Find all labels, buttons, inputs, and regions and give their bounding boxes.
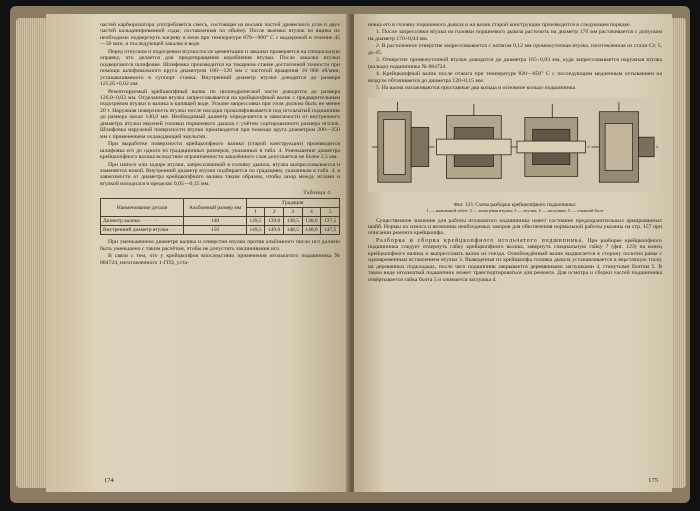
page-edges-left	[16, 18, 46, 488]
paragraph: 3. Отверстие промежуточной втулки доводится до диаметра 165−0,03 мм, куда запрессовывается наружная втулка (кольцо) подшипника № 884724.	[368, 57, 662, 70]
paragraph: 2. В расточенное отверстие запрессовывается с натягом 0,12 мм промежуточная втулка, изготовленная из стали Ст. 5, до 45.	[368, 43, 662, 56]
table-cell: Диаметр валика · · · · · ·	[101, 217, 184, 226]
paragraph: 1. После запрессовки втулки из головки поршневого дышла расточить на диаметр 170 мм растачивается с допуском на диаметр 170+0,04 мм.	[368, 29, 662, 42]
grade-table	[100, 198, 340, 235]
table-cell: 139,5	[246, 217, 265, 226]
table-cell: Внутренний диаметр втулки · ·	[101, 226, 184, 235]
table-cell: 138,0	[302, 217, 321, 226]
bearing-disassembly-figure	[368, 97, 662, 193]
right-page	[354, 14, 672, 492]
paragraph: При выработке поверхности крейцкопфного валика (старой конструкции) производится шлифовка его до одного из градационных размеров, указанных в табл. 4. Уменьшение диаметра крейцкопфного валика вследствие ограниченности закалённого слоя допускается не более 2,5 мм.	[100, 141, 340, 161]
table-cell: 147,5	[321, 226, 340, 235]
grade-number: 4	[302, 208, 321, 217]
open-book	[10, 6, 690, 503]
paragraph: частей карбюризатора употребляется смесь, состоящая из восьми частей древесного угля и двух частей кальцинированной соды; составленная по объёму. После выемки втулок из ящика их необходимо подвергнуть нагреву в печи при температуре 870—900° С с выдержкой в течение 45—50 мин, и последующей закалке в воде.	[100, 22, 340, 48]
table-cell: 149,5	[246, 226, 265, 235]
page-edges-right	[672, 18, 686, 488]
table-row	[101, 226, 340, 235]
table-header: Альбомный размер мм	[184, 199, 246, 217]
section-heading: Разборка и сборка крейцкопфного игольчатого подшипника.	[376, 237, 585, 244]
left-page	[46, 14, 350, 492]
table-header: Градация	[246, 199, 339, 208]
table-row	[101, 217, 340, 226]
table-cell: 150	[184, 226, 246, 235]
grade-number: 2	[265, 208, 284, 217]
paragraph: Существенное значение для работы игольчатого подшипника имеет состояние предохранительных армированных шайб. Нормы их износа и величины необходимых зазоров для обеспечения нормальной работы указаны на стр. 157 при описании ремонта крейцкопфа.	[368, 217, 662, 237]
page-number: 175	[648, 477, 658, 484]
table-cell: 138,5	[284, 217, 303, 226]
part-middle-left	[437, 115, 511, 178]
table-cell: 139,0	[265, 217, 284, 226]
grade-number: 5	[321, 208, 340, 217]
paragraph: Перед отпуском и подогревом втулка после цементации и закалки проверяется на специальную оправку, что делается для предотвращения коробления втулки. После закалки втулки подвергаются шлифовке. Шлифовка производится на токарном станке достаточной точности при помощи шлифовального круга диаметром 100—120 мм с частотой вращения 10 000 об/мин, устанавливаемого в суппорт станка. Внутренний диаметр втулки доводится до размера 125,85+0,02 мм.	[100, 48, 340, 88]
table-cell: 140	[184, 217, 246, 226]
paragraph: При износе или задире втулки, запрессованной в головку дышла, втулка выпрессовывается и заменяется новой. Внутренний диаметр втулки подбирается по градациям, указанным в табл. 4, в зависимости от диаметра крейцкопфного валика таким образом, чтобы зазор между иглами и втулкой находился в пределах 0,05—0,15 мм.	[100, 161, 340, 187]
figure-caption: Фиг. 123. Схема разборки крейцкопфного подшипника: 1 — нажимной valve; 2 — кольцевая втулка; 3 — втулка; 4 — заглушка; 5 — стяжной болт	[368, 202, 662, 214]
table-cell: 149,0	[265, 226, 284, 235]
grade-number: 1	[246, 208, 265, 217]
part-middle-right	[517, 117, 586, 176]
paragraph: Ремонтируемый крейцкопфный валик по цилиндрической части доводится до размера 126,0−0,03 мм. Отделанная втулка запрессовывается на крейцкопфный валик с предварительным подогревом втулки и валика в кипящей воде. Усилие запрессовки при этом должно быть не менее 20 т. Наружная поверхность втулки после насадки прошлифовывается под игольчатый подшипник до размера около 140,0 мм. Необходимый диаметр определяется в зависимости от внутреннего диаметра втулки верхней головки поршневого дышла с учётом сортированного размера иголок. Шлифовка наружной поверхности втулки производится при помощи круга диаметром 200—250 мм с применением охлаждающей эмульсии.	[100, 88, 340, 140]
section-paragraph: Разборка и сборка крейцкопфного игольчатого подшипника. При разборке крейцкопфного подшипника следует отвернуть гайку крейцкопфного валика, завернуть специальную гайку 7 (фиг. 123) на конец крейцкопфного валика и выпрессовать валик из гнезда. Освобождённый валик выдвигается в сторону полотна рамы с одновременным вставлением втулки 3. Выведенная из крейцкопфа головка дышла устанавливается в верстачную тиску на деревянных подкладках, после чего подшипник закрывается деревянными заглушками 4, стянутыми болтом 5. В таком виде игольчатый подшипник может транспортироваться для ремонта. Для осмотра и сборки частей подшипника отвёртывается гайка болта 5 и снимается заглушка 4.	[368, 237, 662, 283]
paragraph: При уменьшенном диаметре валика и отверстии втулки против альбомного число игл должно быть уменьшено с таким расчётом, чтобы не допустить заклинивания игл.	[100, 239, 340, 252]
figure-legend: 1 — нажимной valve; 2 — кольцевая втулка; 3 — втулка; 4 — заглушка; 5 — стяжной болт	[426, 207, 604, 213]
paragraph: 4. Крейцкопфный валик после отжига при температуре 820—850° С с последующим медленным остыванием на воздухе обтачивается до диаметра 120+0,15 мм.	[368, 71, 662, 84]
table-cell: 137,5	[321, 217, 340, 226]
grade-number: 3	[284, 208, 303, 217]
paragraph: В связи с тем, что у крейцкопфов впоследствии применения игольчатого подшипника № 884724, изготовленного 1-ГПЗ, уста-	[100, 253, 340, 266]
paragraph: новка его в головку поршневого дышла и на валик старой конструкции производится в следующем порядке.	[368, 22, 631, 28]
table-cell: 148,0	[302, 226, 321, 235]
page-number: 174	[104, 477, 114, 484]
table-title: Таблица 4.	[303, 190, 332, 197]
table-cell: 148,5	[284, 226, 303, 235]
paragraph: 5. На валик насаживаются проставные два кольца и основное кольцо подшипника.	[376, 85, 577, 92]
table-header: Наименование детали	[101, 199, 184, 217]
